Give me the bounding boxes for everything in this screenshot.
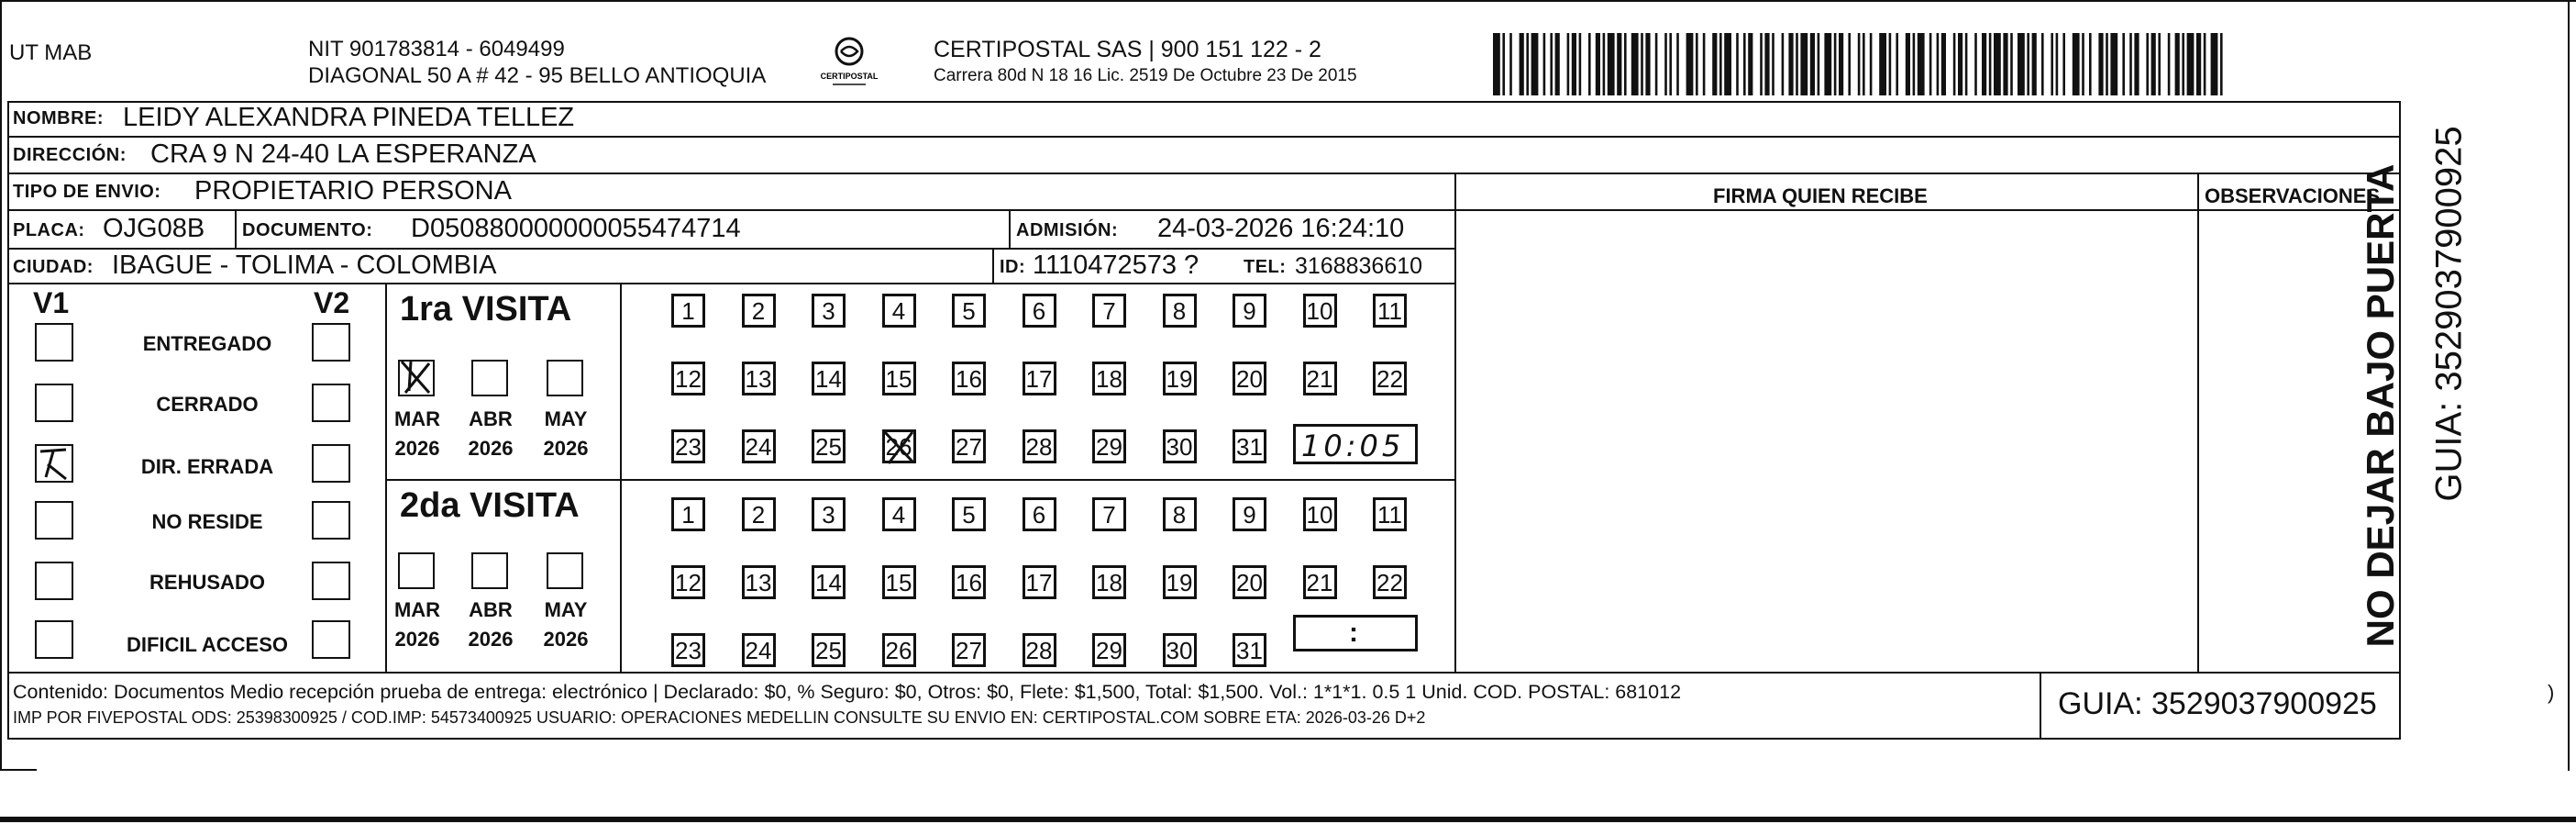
reason-label: CERRADO <box>156 393 259 416</box>
day-cell[interactable]: 24 <box>742 633 776 667</box>
month-checkbox[interactable] <box>471 360 508 396</box>
svg-text:CERTIPOSTAL: CERTIPOSTAL <box>820 72 879 81</box>
v1-header: V1 <box>33 286 70 319</box>
day-cell[interactable]: 25 <box>812 429 846 463</box>
day-cell[interactable]: 5 <box>952 497 986 531</box>
admision-value: 24-03-2026 16:24:10 <box>1157 214 1405 243</box>
day-cell[interactable]: 14 <box>812 565 846 599</box>
visit-divider <box>385 479 1456 481</box>
day-cell[interactable]: 17 <box>1023 362 1056 395</box>
reason-label: NO RESIDE <box>151 510 263 533</box>
year-label: 2026 <box>394 437 440 460</box>
page-right-border <box>2568 0 2570 771</box>
v2-checkbox[interactable] <box>312 323 350 362</box>
col-line <box>2040 672 2041 740</box>
first-visit-time: 10:05 <box>1301 429 1405 463</box>
month-label: MAR <box>393 598 441 621</box>
row-line <box>7 672 2401 674</box>
month-checkbox[interactable] <box>547 360 583 396</box>
month-checkbox[interactable] <box>398 552 435 589</box>
day-cell[interactable]: 18 <box>1092 362 1126 395</box>
day-cell[interactable]: 22 <box>1373 362 1407 395</box>
placa-value: OJG08B <box>103 214 205 243</box>
day-cell[interactable]: 13 <box>742 362 776 395</box>
footer-guia: GUIA: 3529037900925 <box>2058 686 2377 721</box>
col-line <box>235 209 237 248</box>
col-line <box>2197 173 2199 674</box>
carrier-license: Carrera 80d N 18 16 Lic. 2519 De Octubre 23 De 2015 <box>934 66 1357 85</box>
v2-checkbox[interactable] <box>312 562 350 600</box>
footer-print-line: IMP POR FIVEPOSTAL ODS: 25398300925 / COD.IMP: 54573400925 USUARIO: OPERACIONES MEDELLIN CONSULTE SU ENVIO EN: CERTIPOSTAL.COM SOBRE ETA: 2026-03-26 D+2 <box>13 708 1426 727</box>
day-cell[interactable]: 18 <box>1092 565 1126 599</box>
day-cell[interactable]: 9 <box>1233 497 1266 531</box>
tel-label: TEL: <box>1244 257 1287 277</box>
v1-checkbox-checked[interactable] <box>35 444 73 483</box>
id-label: ID: <box>1000 257 1026 277</box>
reason-label: ENTREGADO <box>142 332 272 355</box>
observaciones-header: OBSERVACIONES <box>2205 184 2381 207</box>
day-cell[interactable]: 7 <box>1092 294 1126 328</box>
day-cell[interactable]: 9 <box>1233 294 1266 328</box>
documento-value: D050880000000055474714 <box>411 214 741 243</box>
reason-label: DIR. ERRADA <box>140 455 274 478</box>
day-cell[interactable]: 27 <box>952 633 986 667</box>
side-guia: GUIA: 3529037900925 <box>2428 126 2470 502</box>
x-mark-icon <box>881 429 918 465</box>
sender-address: DIAGONAL 50 A # 42 - 95 BELLO ANTIOQUIA <box>308 63 767 88</box>
firma-header: FIRMA QUIEN RECIBE <box>1713 184 1928 207</box>
day-cell[interactable]: 1 <box>671 497 705 531</box>
day-cell[interactable]: 14 <box>812 362 846 395</box>
second-visit-time-placeholder: : <box>1349 618 1358 648</box>
margin-mark: ) <box>2548 681 2555 704</box>
reason-label: REHUSADO <box>149 571 265 594</box>
documento-label: DOCUMENTO: <box>242 220 373 240</box>
day-cell[interactable]: 8 <box>1163 294 1197 328</box>
direccion-label: DIRECCIÓN: <box>13 145 127 165</box>
barcode <box>1493 33 2223 95</box>
tipo-envio-value: PROPIETARIO PERSONA <box>194 176 512 206</box>
day-cell[interactable]: 2 <box>742 294 776 328</box>
tel-value: 3168836610 <box>1295 253 1423 279</box>
day-cell[interactable]: 6 <box>1023 497 1056 531</box>
year-label: 2026 <box>468 437 514 460</box>
day-cell[interactable]: 19 <box>1163 565 1197 599</box>
ciudad-label: CIUDAD: <box>13 257 94 277</box>
no-dejar-bajo-puerta: NO DEJAR BAJO PUERTA <box>2359 163 2402 648</box>
day-cell[interactable]: 26 <box>882 633 916 667</box>
day-cell[interactable]: 21 <box>1303 565 1337 599</box>
year-label: 2026 <box>468 628 514 651</box>
day-cell[interactable]: 2 <box>742 497 776 531</box>
tipo-envio-label: TIPO DE ENVIO: <box>13 182 161 202</box>
day-cell[interactable]: 27 <box>952 429 986 463</box>
day-cell[interactable]: 31 <box>1233 633 1266 667</box>
day-cell[interactable]: 7 <box>1092 497 1126 531</box>
day-cell[interactable]: 23 <box>671 429 705 463</box>
v2-checkbox[interactable] <box>312 620 350 659</box>
admision-label: ADMISIÓN: <box>1016 220 1119 240</box>
day-cell[interactable]: 26 <box>882 429 916 463</box>
check-mark-icon <box>35 444 73 483</box>
year-label: 2026 <box>543 628 589 651</box>
page-left-border <box>0 0 2 771</box>
month-label: MAR <box>393 407 441 430</box>
month-label: ABR <box>469 407 513 430</box>
month-label: MAY <box>544 598 588 621</box>
ciudad-value: IBAGUE - TOLIMA - COLOMBIA <box>112 251 497 280</box>
direccion-value: CRA 9 N 24-40 LA ESPERANZA <box>150 139 536 169</box>
page-bottom-inner <box>0 769 37 771</box>
day-cell[interactable]: 11 <box>1373 497 1407 531</box>
day-cell[interactable]: 24 <box>742 429 776 463</box>
col-line <box>385 283 387 672</box>
day-cell[interactable]: 3 <box>812 294 846 328</box>
day-cell[interactable]: 8 <box>1163 497 1197 531</box>
day-cell[interactable]: 28 <box>1023 429 1056 463</box>
col-line <box>992 248 994 283</box>
page-top-border <box>0 0 2576 2</box>
placa-label: PLACA: <box>13 220 85 240</box>
row-line <box>7 173 2401 174</box>
day-cell[interactable]: 25 <box>812 633 846 667</box>
day-cell[interactable]: 30 <box>1163 633 1197 667</box>
month-label: MAY <box>544 407 588 430</box>
second-visit-time-box[interactable] <box>1293 615 1418 651</box>
v2-checkbox[interactable] <box>312 444 350 483</box>
day-cell[interactable]: 28 <box>1023 633 1056 667</box>
day-cell[interactable]: 22 <box>1373 565 1407 599</box>
day-cell[interactable]: 16 <box>952 565 986 599</box>
day-cell[interactable]: 29 <box>1092 429 1126 463</box>
id-value: 1110472573 ? <box>1033 251 1200 280</box>
page-bottom-border <box>0 817 2576 822</box>
col-line <box>620 283 622 672</box>
v2-checkbox[interactable] <box>312 384 350 422</box>
row-line <box>7 283 1456 284</box>
v1-checkbox[interactable] <box>35 620 73 659</box>
v1-checkbox[interactable] <box>35 323 73 362</box>
day-cell[interactable]: 3 <box>812 497 846 531</box>
day-cell[interactable]: 5 <box>952 294 986 328</box>
day-cell[interactable]: 20 <box>1233 362 1266 395</box>
col-line <box>1009 209 1011 248</box>
first-visit-time-box[interactable] <box>1293 424 1418 464</box>
sender-name: UT MAB <box>9 40 93 65</box>
v1-checkbox[interactable] <box>35 562 73 600</box>
day-cell[interactable]: 15 <box>882 362 916 395</box>
footer-content-line: Contenido: Documentos Medio recepción prueba de entrega: electrónico | Declarado: $0, % Seguro: $0, Otros: $0, Flete: $1,500, Total: $1,500. Vol.: 1*1*1. 0.5 1 Unid. COD. POSTAL: 681012 <box>13 681 1682 703</box>
day-cell[interactable]: 13 <box>742 565 776 599</box>
col-header-line <box>1454 209 2401 211</box>
day-cell[interactable]: 11 <box>1373 294 1407 328</box>
day-cell[interactable]: 12 <box>671 362 705 395</box>
certipostal-logo-icon <box>813 35 886 90</box>
year-label: 2026 <box>543 437 589 460</box>
day-cell[interactable]: 31 <box>1233 429 1266 463</box>
day-cell[interactable]: 4 <box>882 294 916 328</box>
day-cell[interactable]: 6 <box>1023 294 1056 328</box>
day-cell[interactable]: 21 <box>1303 362 1337 395</box>
x-mark-icon <box>398 360 435 396</box>
month-checkbox[interactable] <box>547 552 583 589</box>
day-cell[interactable]: 12 <box>671 565 705 599</box>
month-checkbox[interactable] <box>471 552 508 589</box>
v1-checkbox[interactable] <box>35 501 73 540</box>
first-visit-title: 1ra VISITA <box>400 290 572 328</box>
row-line <box>7 248 1456 250</box>
day-cell[interactable]: 29 <box>1092 633 1126 667</box>
day-cell[interactable]: 1 <box>671 294 705 328</box>
day-cell[interactable]: 10 <box>1303 294 1337 328</box>
nombre-label: NOMBRE: <box>13 108 105 128</box>
day-cell[interactable]: 30 <box>1163 429 1197 463</box>
second-visit-title: 2da VISITA <box>400 486 580 525</box>
v1-checkbox[interactable] <box>35 384 73 422</box>
month-checkbox-checked[interactable] <box>398 360 435 396</box>
col-line <box>1454 173 1456 674</box>
v2-header: V2 <box>314 286 350 319</box>
year-label: 2026 <box>394 628 440 651</box>
day-cell[interactable]: 4 <box>882 497 916 531</box>
nombre-value: LEIDY ALEXANDRA PINEDA TELLEZ <box>123 103 575 132</box>
day-cell[interactable]: 15 <box>882 565 916 599</box>
row-line <box>7 136 2401 138</box>
sender-nit: NIT 901783814 - 6049499 <box>308 37 565 61</box>
v2-checkbox[interactable] <box>312 501 350 540</box>
day-cell[interactable]: 16 <box>952 362 986 395</box>
month-label: ABR <box>469 598 513 621</box>
day-cell[interactable]: 20 <box>1233 565 1266 599</box>
day-cell[interactable]: 23 <box>671 633 705 667</box>
reason-label: DIFICIL ACCESO <box>126 633 288 656</box>
carrier-name: CERTIPOSTAL SAS | 900 151 122 - 2 <box>934 37 1321 62</box>
day-cell[interactable]: 10 <box>1303 497 1337 531</box>
day-cell[interactable]: 17 <box>1023 565 1056 599</box>
day-cell[interactable]: 19 <box>1163 362 1197 395</box>
